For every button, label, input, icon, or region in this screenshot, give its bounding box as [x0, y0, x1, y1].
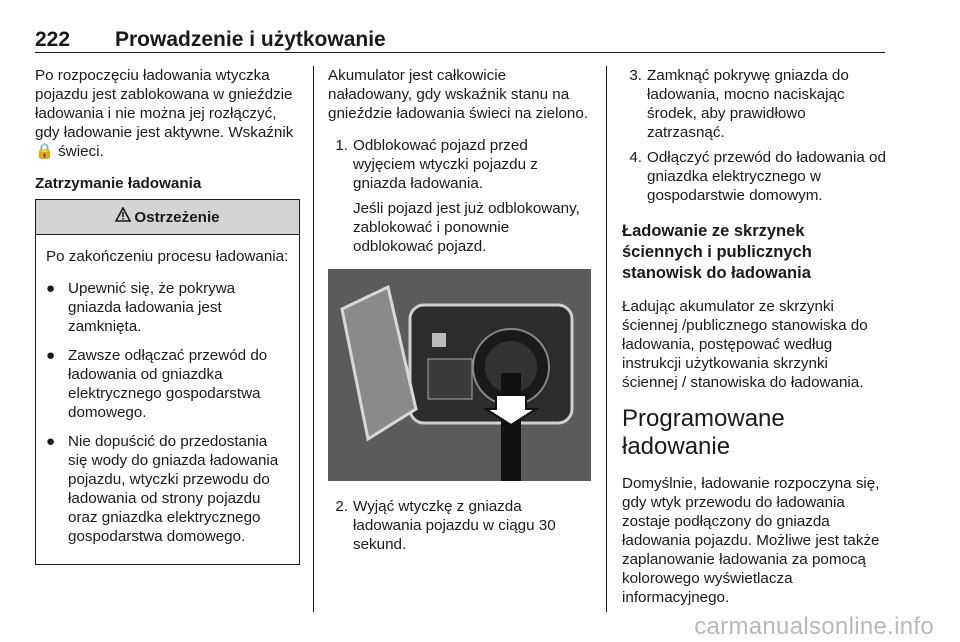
warning-body — [36, 235, 299, 564]
column-middle — [328, 66, 593, 560]
list-item: ● Zawsze odłączać przewód do ładowania od gniazdka elektrycznego gospodarstwa domowego. — [46, 347, 268, 421]
warning-intro: Po zakończeniu procesu ładowania: — [46, 248, 289, 265]
intro-paragraph: Po rozpoczęciu ładowania wtyczka pojazdu jest zablokowana w gnieździe ładowania i nie można jej rozłączyć, gdy ładowanie jest aktywne. Wskaźnik 🔒 świeci. — [35, 67, 294, 160]
step-2: 2. Wyjąć wtyczkę z gniazda ładowania pojazdu w ciągu 30 sekund. — [335, 498, 556, 553]
column-right — [622, 66, 887, 620]
section-title: Prowadzenie i użytkowanie — [115, 28, 386, 51]
warning-header — [36, 200, 299, 235]
list-item: ● Upewnić się, że pokrywa gniazda ładowania jest zamknięta. — [46, 280, 236, 335]
page-number: 222 — [35, 28, 71, 51]
scheduled-charging-heading: Programowane ładowanie — [622, 405, 785, 460]
warning-triangle-icon — [115, 207, 131, 227]
scheduled-charging-paragraph: Domyślnie, ładowanie rozpoczyna się, gdy wtyk przewodu do ładowania zostaje podłączony do gniazda ładowania pojazdu. Możliwe jest także zaplanowanie ładowania za pomocą kolorowego wyświetlacza informacyjnego. — [622, 475, 880, 606]
charging-port-photo — [328, 269, 591, 481]
warning-box — [35, 199, 300, 565]
page-header — [35, 28, 885, 53]
watermark: carmanualsonline.info — [694, 613, 934, 640]
list-item: ● Nie dopuścić do przedostania się wody do gniazda ładowania pojazdu, wtyczki przewodu do ładowania od strony pojazdu oraz gniazdka elektrycznego gospodarstwa domowego. — [46, 433, 279, 545]
wall-box-heading: Ładowanie ze skrzynek ściennych i publicznych stanowisk do ładowania — [622, 222, 812, 282]
step-3: 3. Zamknąć pokrywę gniazda do ładowania, mocno naciskając środek, aby prawidłowo zatrzasnąć. — [629, 67, 849, 141]
intro-paragraph: Akumulator jest całkowicie naładowany, gdy wskaźnik stanu na gnieździe ładowania świeci na zielono. — [328, 67, 589, 122]
stop-charging-heading: Zatrzymanie ładowania — [35, 175, 202, 192]
column-divider — [606, 66, 607, 612]
step-1-note: Jeśli pojazd jest już odblokowany, zablokować i ponownie odblokować pojazd. — [353, 200, 580, 255]
step-4: 4. Odłączyć przewód do ładowania od gniazdka elektrycznego w gospodarstwie domowym. — [629, 149, 886, 204]
step-1: 1. Odblokować pojazd przed wyjęciem wtyczki pojazdu z gniazda ładowania. — [335, 137, 538, 192]
warning-heading: Ostrzeżenie — [134, 208, 220, 226]
wall-box-paragraph: Ładując akumulator ze skrzynki ściennej /publicznego stanowiska do ładowania, postępować według instrukcji użytkowania skrzynki ściennej / stanowiska do ładowania. — [622, 298, 868, 391]
column-left — [35, 66, 300, 565]
column-divider — [313, 66, 314, 612]
